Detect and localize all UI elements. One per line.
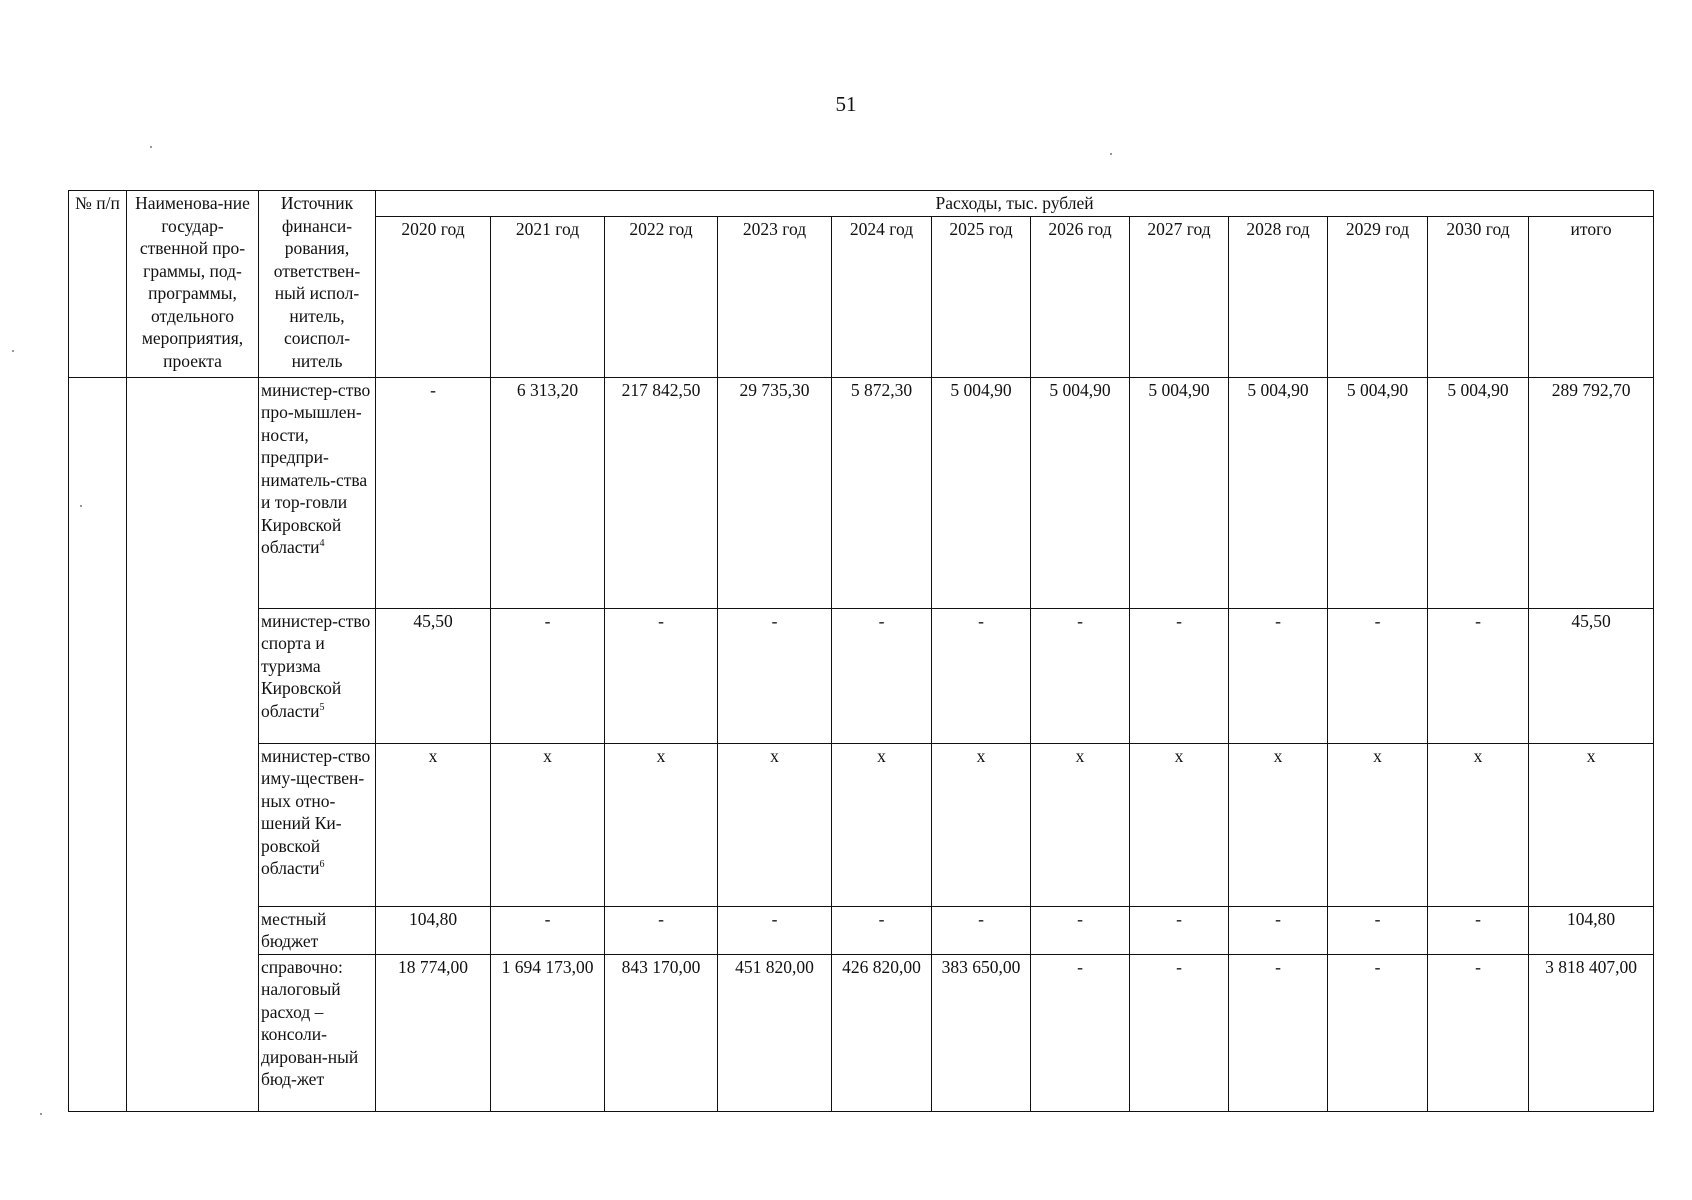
- value-cell: x: [491, 743, 605, 906]
- value-cell: -: [1328, 906, 1428, 954]
- year-header: 2020 год: [376, 216, 491, 377]
- value-cell: -: [491, 906, 605, 954]
- table-row: [69, 377, 1654, 608]
- total-cell: x: [1529, 743, 1654, 906]
- year-header: 2024 год: [832, 216, 932, 377]
- value-cell: 843 170,00: [605, 954, 718, 1111]
- value-cell: 383 650,00: [932, 954, 1031, 1111]
- total-cell: 3 818 407,00: [1529, 954, 1654, 1111]
- value-cell: x: [1130, 743, 1229, 906]
- value-cell: 5 004,90: [1130, 377, 1229, 608]
- source-cell: министер-ство про-мышлен-ности, предпри-ниматель-ства и тор-говли Кировской области$^4$: [259, 377, 376, 608]
- value-cell: 1 694 173,00: [491, 954, 605, 1111]
- year-header: 2028 год: [1229, 216, 1328, 377]
- name-cell: [127, 377, 259, 1111]
- value-cell: x: [832, 743, 932, 906]
- value-cell: 5 004,90: [1229, 377, 1328, 608]
- table-row: [69, 743, 1654, 906]
- scan-speck: [80, 505, 82, 507]
- value-cell: -: [1229, 906, 1328, 954]
- value-cell: -: [1130, 954, 1229, 1111]
- value-cell: x: [1229, 743, 1328, 906]
- value-cell: x: [1328, 743, 1428, 906]
- scan-speck: [1110, 153, 1112, 155]
- table-row: [69, 906, 1654, 954]
- value-cell: x: [932, 743, 1031, 906]
- total-cell: 45,50: [1529, 608, 1654, 743]
- value-cell: 217 842,50: [605, 377, 718, 608]
- value-cell: x: [376, 743, 491, 906]
- value-cell: 29 735,30: [718, 377, 832, 608]
- value-cell: x: [1428, 743, 1529, 906]
- value-cell: -: [1428, 954, 1529, 1111]
- table-row: [69, 954, 1654, 1111]
- total-cell: 289 792,70: [1529, 377, 1654, 608]
- table-row: [69, 608, 1654, 743]
- value-cell: 18 774,00: [376, 954, 491, 1111]
- num-cell: [69, 377, 127, 1111]
- scan-speck: [150, 146, 152, 148]
- value-cell: -: [718, 906, 832, 954]
- value-cell: -: [932, 608, 1031, 743]
- value-cell: x: [1031, 743, 1130, 906]
- value-cell: 5 004,90: [1328, 377, 1428, 608]
- value-cell: -: [1130, 906, 1229, 954]
- value-cell: 451 820,00: [718, 954, 832, 1111]
- value-cell: -: [1130, 608, 1229, 743]
- year-header: 2027 год: [1130, 216, 1229, 377]
- value-cell: -: [605, 906, 718, 954]
- value-cell: 5 872,30: [832, 377, 932, 608]
- scan-speck: [40, 1113, 42, 1115]
- total-header: итого: [1529, 216, 1654, 377]
- year-header: 2025 год: [932, 216, 1031, 377]
- value-cell: -: [605, 608, 718, 743]
- header-num: № п/п: [69, 191, 127, 378]
- value-cell: x: [605, 743, 718, 906]
- value-cell: 426 820,00: [832, 954, 932, 1111]
- year-header: 2021 год: [491, 216, 605, 377]
- header-expenses: Расходы, тыс. рублей: [376, 191, 1654, 217]
- year-header: 2026 год: [1031, 216, 1130, 377]
- value-cell: -: [832, 906, 932, 954]
- value-cell: 5 004,90: [932, 377, 1031, 608]
- value-cell: -: [1229, 608, 1328, 743]
- value-cell: 5 004,90: [1031, 377, 1130, 608]
- value-cell: 6 313,20: [491, 377, 605, 608]
- value-cell: -: [1428, 608, 1529, 743]
- value-cell: -: [718, 608, 832, 743]
- value-cell: 45,50: [376, 608, 491, 743]
- value-cell: -: [1031, 906, 1130, 954]
- source-cell: местный бюджет: [259, 906, 376, 954]
- value-cell: -: [1428, 906, 1529, 954]
- header-source: Источник финанси-рования, ответствен-ный испол-нитель, соиспол-нитель: [259, 191, 376, 378]
- year-header: 2022 год: [605, 216, 718, 377]
- page-number: 51: [835, 92, 857, 116]
- value-cell: 104,80: [376, 906, 491, 954]
- value-cell: -: [932, 906, 1031, 954]
- value-cell: -: [832, 608, 932, 743]
- value-cell: 5 004,90: [1428, 377, 1529, 608]
- source-cell: министер-ство иму-ществен-ных отно-шений Ки-ровской области$^6$: [259, 743, 376, 906]
- header-name: Наименова-ние государ-ственной про-граммы, под-программы, отдельного мероприятия, проекта: [127, 191, 259, 378]
- value-cell: -: [1031, 954, 1130, 1111]
- value-cell: -: [1328, 954, 1428, 1111]
- budget-table: [68, 190, 1654, 1112]
- year-header: 2030 год: [1428, 216, 1529, 377]
- total-cell: 104,80: [1529, 906, 1654, 954]
- value-cell: x: [718, 743, 832, 906]
- source-cell: министер-ство спорта и туризма Кировской области$^5$: [259, 608, 376, 743]
- value-cell: -: [1229, 954, 1328, 1111]
- year-header: 2023 год: [718, 216, 832, 377]
- value-cell: -: [376, 377, 491, 608]
- scan-speck: [12, 350, 14, 352]
- source-cell: справочно: налоговый расход – консоли-дирован-ный бюд-жет: [259, 954, 376, 1111]
- value-cell: -: [1328, 608, 1428, 743]
- year-header: 2029 год: [1328, 216, 1428, 377]
- value-cell: -: [1031, 608, 1130, 743]
- value-cell: -: [491, 608, 605, 743]
